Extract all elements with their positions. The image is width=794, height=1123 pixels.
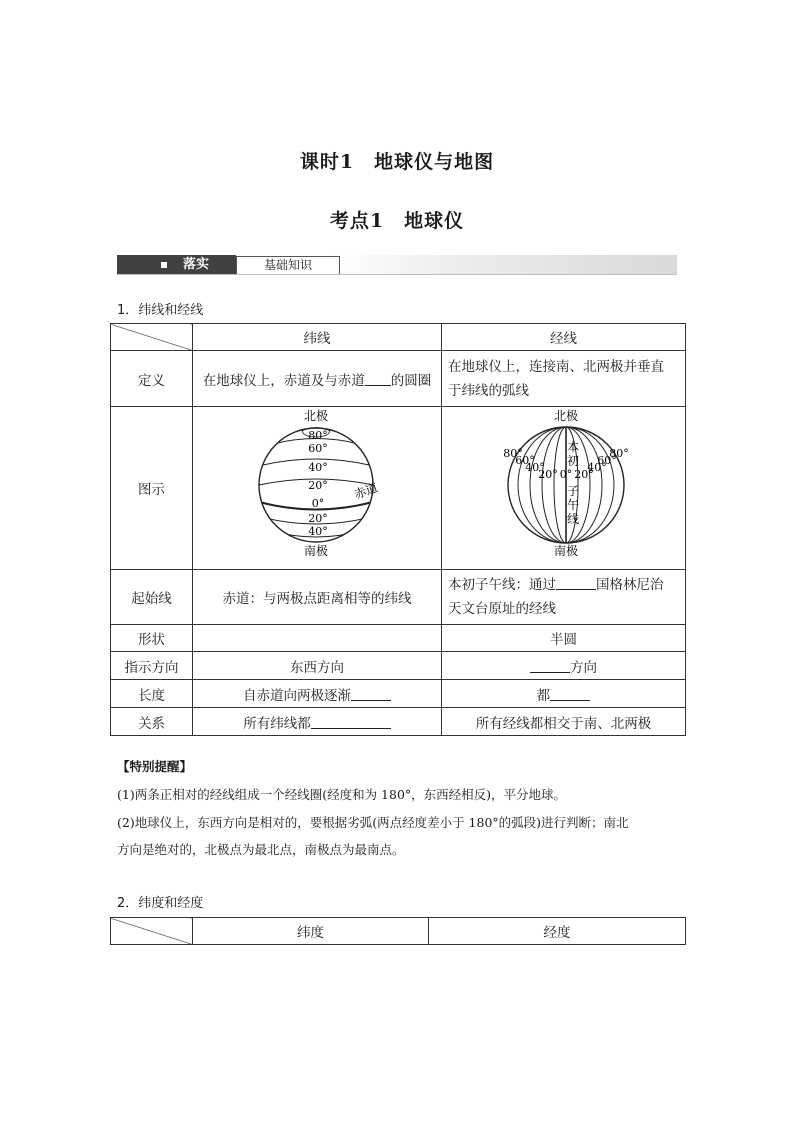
section1-heading: 1．纬线和经线 — [117, 303, 204, 318]
diagonal-header-cell — [111, 918, 193, 945]
section-banner — [117, 255, 677, 275]
lon-def-line2: 于纬线的弧线 — [448, 382, 529, 399]
row-label-definition: 定义 — [111, 351, 193, 407]
lon-degree-label-east: 40° — [587, 461, 607, 474]
col-header-lat: 纬线 — [193, 324, 442, 351]
answer-blank — [530, 659, 570, 673]
lat-degree-label: 60° — [308, 442, 328, 455]
lon-degree-label-west: 20° — [538, 468, 558, 481]
lat-degree-label: 40° — [308, 525, 328, 538]
tip-line-1: (1)两条正相对的经线组成一个经线圈(经度和为 180°，东西经相反)，平分地球。 — [117, 787, 567, 802]
prime-meridian-char: 子 — [566, 484, 580, 498]
lon-degree-label-east: 20° — [574, 468, 594, 481]
lon-definition — [442, 351, 686, 407]
lat-direction: 东西方向 — [193, 652, 442, 680]
lat-start-line: 赤道：与两极点距离相等的纬线 — [193, 570, 442, 625]
banner-dark-label: 落实 — [183, 257, 210, 272]
lat-relation-before: 所有纬线都 — [243, 715, 311, 732]
lat-definition — [193, 351, 442, 407]
latitude-globe-diagram — [193, 407, 442, 565]
prime-meridian-char: 初 — [566, 454, 580, 468]
lon-length — [442, 680, 686, 708]
answer-blank — [550, 687, 590, 701]
lon-direction — [442, 652, 686, 680]
lat-def-text-after: 的圆圈 — [390, 372, 432, 389]
lon-shape: 半圆 — [442, 625, 686, 652]
tips-heading: 【特别提醒】 — [117, 759, 193, 774]
lat-degree-label: 0° — [311, 497, 325, 510]
tip-line-3: 方向是绝对的，北极点为最北点，南极点为最南点。 — [117, 842, 405, 857]
lat-north-pole-label: 北极 — [303, 409, 329, 423]
lon-degree-label-east: 60° — [597, 454, 617, 467]
lat-def-text-before: 在地球仪上，赤道及与赤道 — [202, 372, 365, 389]
lat-degree-label: 80° — [308, 429, 328, 442]
row-label-direction: 指示方向 — [111, 652, 193, 680]
prime-meridian-char: 午 — [566, 498, 580, 512]
answer-blank — [365, 372, 391, 386]
prime-meridian-char: 本 — [566, 440, 580, 454]
longitude-globe-cell — [442, 407, 686, 570]
prime-meridian-char: 线 — [566, 512, 580, 526]
lon-def-line1: 在地球仪上，连接南、北两极并垂直 — [448, 358, 664, 375]
lon-degree-label-zero: 0° — [559, 468, 573, 481]
banner-dark-tab — [117, 255, 236, 275]
lon-degree-label-west: 60° — [515, 454, 535, 467]
lon-start-after: 国格林尼治 — [596, 577, 664, 593]
lat-relation — [193, 708, 442, 736]
banner-box-label: 基础知识 — [236, 256, 340, 275]
lat-degree-label: 20° — [308, 512, 328, 525]
section2-heading: 2．纬度和经度 — [117, 896, 204, 911]
lat-shape — [193, 625, 442, 652]
col-header-longitude: 经度 — [429, 918, 686, 945]
lon-south-pole-label: 南极 — [553, 544, 579, 558]
lat-length — [193, 680, 442, 708]
latitude-globe-cell — [193, 407, 442, 570]
square-bullet-icon — [161, 262, 167, 268]
lon-degree-label-west: 80° — [503, 447, 523, 460]
topic-title: 考点1 地球仪 — [329, 210, 465, 232]
lon-direction-after: 方向 — [570, 659, 597, 676]
answer-blank — [311, 715, 391, 729]
lat-degree-label: 40° — [308, 461, 328, 474]
tip-line-2: (2)地球仪上，东西方向是相对的，要根据劣弧(两点经度差小于 180°的弧段)进行判断；南北 — [117, 815, 629, 830]
diagonal-header-cell — [111, 324, 193, 351]
row-label-relation: 关系 — [111, 708, 193, 736]
col-header-lon: 经线 — [442, 324, 686, 351]
lat-lon-table — [110, 323, 686, 736]
row-label-start-line: 起始线 — [111, 570, 193, 625]
banner-underline — [117, 274, 677, 275]
lon-start-line — [442, 570, 686, 625]
lesson-title: 课时1 地球仪与地图 — [299, 151, 495, 173]
col-header-latitude: 纬度 — [193, 918, 429, 945]
answer-blank — [351, 687, 391, 701]
lon-north-pole-label: 北极 — [553, 409, 579, 423]
lon-length-before: 都 — [536, 687, 551, 704]
lon-start-before: 本初子午线：通过 — [448, 577, 556, 593]
lon-degree-label-west: 40° — [525, 461, 545, 474]
lon-degree-label-east: 80° — [609, 447, 629, 460]
latitude-longitude-degree-table — [110, 917, 686, 945]
longitude-globe-diagram — [442, 407, 686, 565]
lon-start-line2: 天文台原址的经线 — [448, 601, 556, 617]
lat-degree-label: 20° — [308, 479, 328, 492]
lat-south-pole-label: 南极 — [303, 544, 329, 558]
equator-label: 赤道 — [352, 480, 380, 502]
lat-length-before: 自赤道向两极逐渐 — [243, 687, 351, 704]
row-label-length: 长度 — [111, 680, 193, 708]
answer-blank — [556, 576, 596, 590]
row-label-shape: 形状 — [111, 625, 193, 652]
lon-relation: 所有经线都相交于南、北两极 — [442, 708, 686, 736]
row-label-diagram: 图示 — [111, 407, 193, 570]
